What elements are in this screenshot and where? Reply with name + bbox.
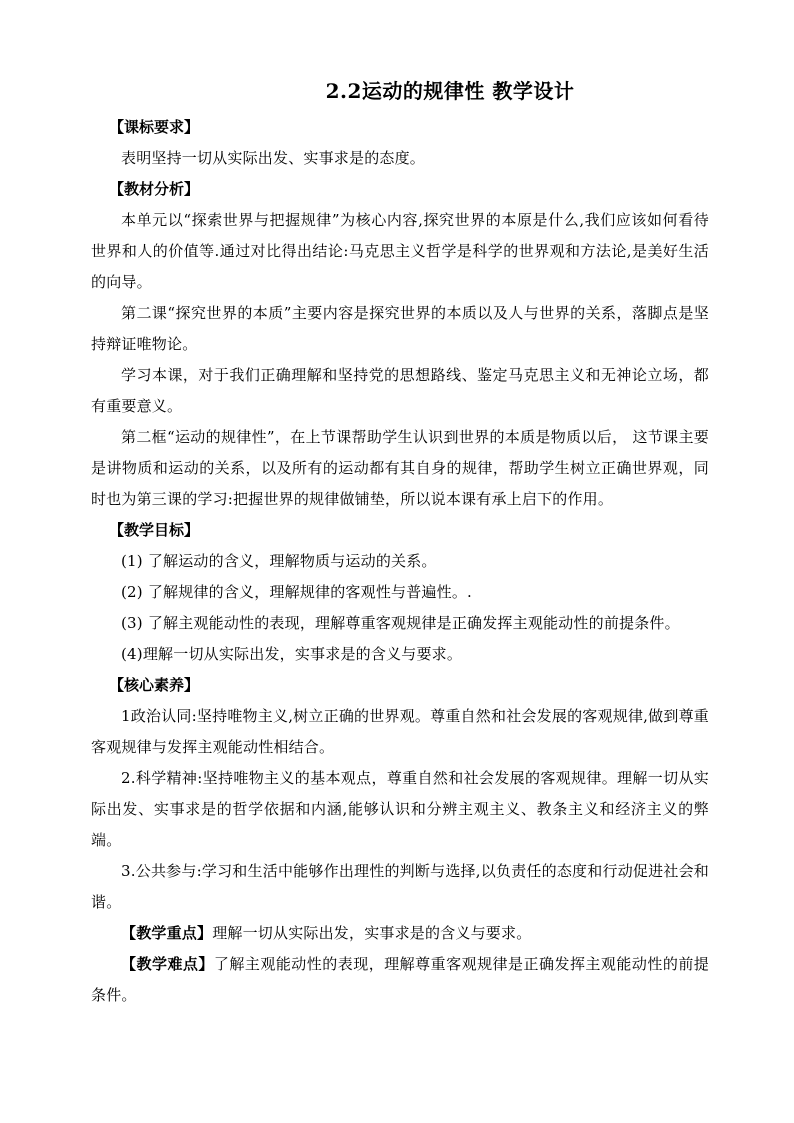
key-point-text: 理解一切从实际出发，实事求是的含义与要求。 xyxy=(212,924,532,942)
key-point-paragraph xyxy=(91,918,709,949)
document-title: 2.2运动的规律性 教学设计 xyxy=(325,79,575,103)
paragraph: 表明坚持一切从实际出发、实事求是的态度。 xyxy=(121,149,426,167)
paragraph: 第二框“运动的规律性”，在上节课帮助学生认识到世界的本质是物质以后， 这节课主要是讲物质和运动的关系，以及所有的运动都有其自身的规律，帮助学生树立正确世界观，同时也为第三课的学习:把握世界的规律做铺垫，所以说本课有承上启下的作用。 xyxy=(91,428,709,508)
section-heading-textbook-analysis: 【教材分析】 xyxy=(109,180,200,198)
difficult-point-paragraph xyxy=(91,949,709,1011)
competency-item: 1政治认同:坚持唯物主义,树立正确的世界观。尊重自然和社会发展的客观规律,做到尊重客观规律与发挥主观能动性相结合。 xyxy=(91,707,709,756)
objective-item: (4)理解一切从实际出发，实事求是的含义与要求。 xyxy=(121,645,463,663)
section-heading-teaching-objectives: 【教学目标】 xyxy=(109,521,200,539)
objective-item: (2) 了解规律的含义，理解规律的客观性与普遍性。. xyxy=(121,583,472,601)
document-body xyxy=(91,76,709,1011)
competency-item: 2.科学精神:坚持唯物主义的基本观点，尊重自然和社会发展的客观规律。理解一切从实际出发、实事求是的哲学依据和内涵,能够认识和分辨主观主义、教条主义和经济主义的弊端。 xyxy=(91,769,709,849)
objective-item: (1) 了解运动的含义，理解物质与运动的关系。 xyxy=(121,552,437,570)
difficult-point-text: 了解主观能动性的表现，理解尊重客观规律是正确发挥主观能动性的前提条件。 xyxy=(91,955,709,1004)
section-heading-curriculum-requirements: 【课标要求】 xyxy=(109,118,200,136)
paragraph: 本单元以“探索世界与把握规律”为核心内容,探究世界的本原是什么,我们应该如何看待世界和人的价值等.通过对比得出结论:马克思主义哲学是科学的世界观和方法论,是美好生活的向导。 xyxy=(91,211,709,291)
section-heading-core-competencies: 【核心素养】 xyxy=(109,676,200,694)
difficult-point-label: 【教学难点】 xyxy=(121,955,214,973)
paragraph: 学习本课，对于我们正确理解和坚持党的思想路线、鉴定马克思主义和无神论立场，都有重要意义。 xyxy=(91,366,709,415)
competency-item: 3.公共参与:学习和生活中能够作出理性的判断与选择,以负责任的态度和行动促进社会和谐。 xyxy=(91,862,709,911)
key-point-label: 【教学重点】 xyxy=(121,924,213,942)
objective-item: (3) 了解主观能动性的表现，理解尊重客观规律是正确发挥主观能动性的前提条件。 xyxy=(121,614,680,632)
paragraph: 第二课“探究世界的本质”主要内容是探究世界的本质以及人与世界的关系，落脚点是坚持辩证唯物论。 xyxy=(91,304,709,353)
